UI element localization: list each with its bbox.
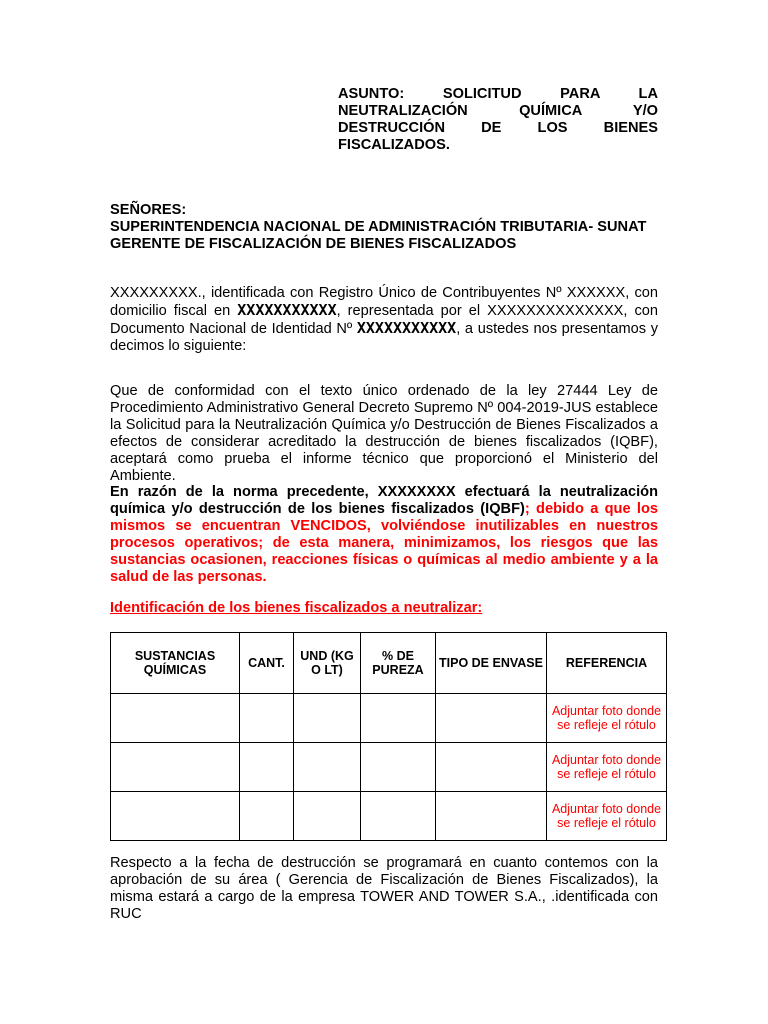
header-reference: REFERENCIA — [547, 633, 667, 694]
header-unit: UND (KG O LT) — [294, 633, 361, 694]
reason-bold-text: En razón de la norma precedente, XXXXXXXX efectuará la neutralización química y/o destrucción de los bienes fiscalizados (IQBF) — [110, 484, 658, 517]
cell-unit — [294, 792, 361, 841]
cell-reference: Adjuntar foto donde se refleje el rótulo — [547, 694, 667, 743]
table-row — [111, 743, 667, 792]
legal-basis-paragraph: Que de conformidad con el texto único ordenado de la ley 27444 Ley de Procedimiento Administrativo General Decreto Supremo Nº 004-2019-JUS establece la Solicitud para la Neutralización Química y/o Destrucción de Bienes Fiscalizados a efectos de considerar acreditado la destrucción de bienes fiscalizados (IQBF), aceptará como prueba el informe técnico que proporcionó el Ministerio del Ambiente. — [110, 383, 658, 484]
cell-substance — [111, 694, 240, 743]
header-purity: % DE PUREZA — [361, 633, 436, 694]
header-container-type: TIPO DE ENVASE — [436, 633, 547, 694]
table-row — [111, 792, 667, 841]
reason-paragraph — [110, 484, 658, 586]
reason-red-text: ; debido a que los mismos se encuentran VENCIDOS, volviéndose inutilizables en nuestros procesos operativos; de esta manera, minimizamos, los riesgos que las sustancias ocasionen, reacciones físicas o químicas al medio ambiente y a la salud de las personas. — [110, 501, 658, 585]
cell-unit — [294, 743, 361, 792]
goods-table — [110, 632, 667, 841]
addressee-recipient: GERENTE DE FISCALIZACIÓN DE BIENES FISCALIZADOS — [110, 236, 517, 252]
dni-number: XXXXXXXXXXX — [356, 319, 457, 337]
cell-purity — [361, 743, 436, 792]
cell-reference: Adjuntar foto donde se refleje el rótulo — [547, 743, 667, 792]
header-chemical-substances: SUSTANCIAS QUÍMICAS — [111, 633, 240, 694]
cell-container — [436, 792, 547, 841]
intro-text-3: , a ustedes nos presentamos y decimos lo siguiente: — [110, 321, 658, 354]
cell-substance — [111, 792, 240, 841]
table-row — [111, 694, 667, 743]
addressee-block — [110, 202, 658, 253]
goods-section-title: Identificación de los bienes fiscalizados a neutralizar: — [110, 600, 483, 616]
subject-heading: ASUNTO: SOLICITUD PARA LA NEUTRALIZACIÓN QUÍMICA Y/O DESTRUCCIÓN DE LOS BIENES FISCALIZADOS. — [338, 86, 658, 153]
cell-reference: Adjuntar foto donde se refleje el rótulo — [547, 792, 667, 841]
cell-substance — [111, 743, 240, 792]
cell-unit — [294, 694, 361, 743]
cell-quantity — [240, 694, 294, 743]
cell-purity — [361, 694, 436, 743]
intro-paragraph — [110, 285, 658, 355]
cell-quantity — [240, 743, 294, 792]
cell-container — [436, 694, 547, 743]
addressee-institution: SUPERINTENDENCIA NACIONAL DE ADMINISTRACIÓN TRIBUTARIA- SUNAT — [110, 219, 647, 235]
table-header-row — [111, 633, 667, 694]
intro-text-2: , representada por el XXXXXXXXXXXXXX, con Documento Nacional de Identidad Nº — [110, 303, 658, 337]
salutation: SEÑORES: — [110, 202, 187, 218]
intro-text-1: XXXXXXXXX., identificada con Registro Único de Contribuyentes Nº XXXXXX, con domicilio fiscal en — [110, 285, 658, 319]
closing-paragraph: Respecto a la fecha de destrucción se programará en cuanto contemos con la aprobación de su área ( Gerencia de Fiscalización de Bienes Fiscalizados), la misma estará a cargo de la empresa TOWER AND TOWER S.A., .identificada con RUC — [110, 855, 658, 922]
fiscal-address: XXXXXXXXXXX — [237, 301, 337, 319]
cell-quantity — [240, 792, 294, 841]
cell-purity — [361, 792, 436, 841]
cell-container — [436, 743, 547, 792]
header-quantity: CANT. — [240, 633, 294, 694]
